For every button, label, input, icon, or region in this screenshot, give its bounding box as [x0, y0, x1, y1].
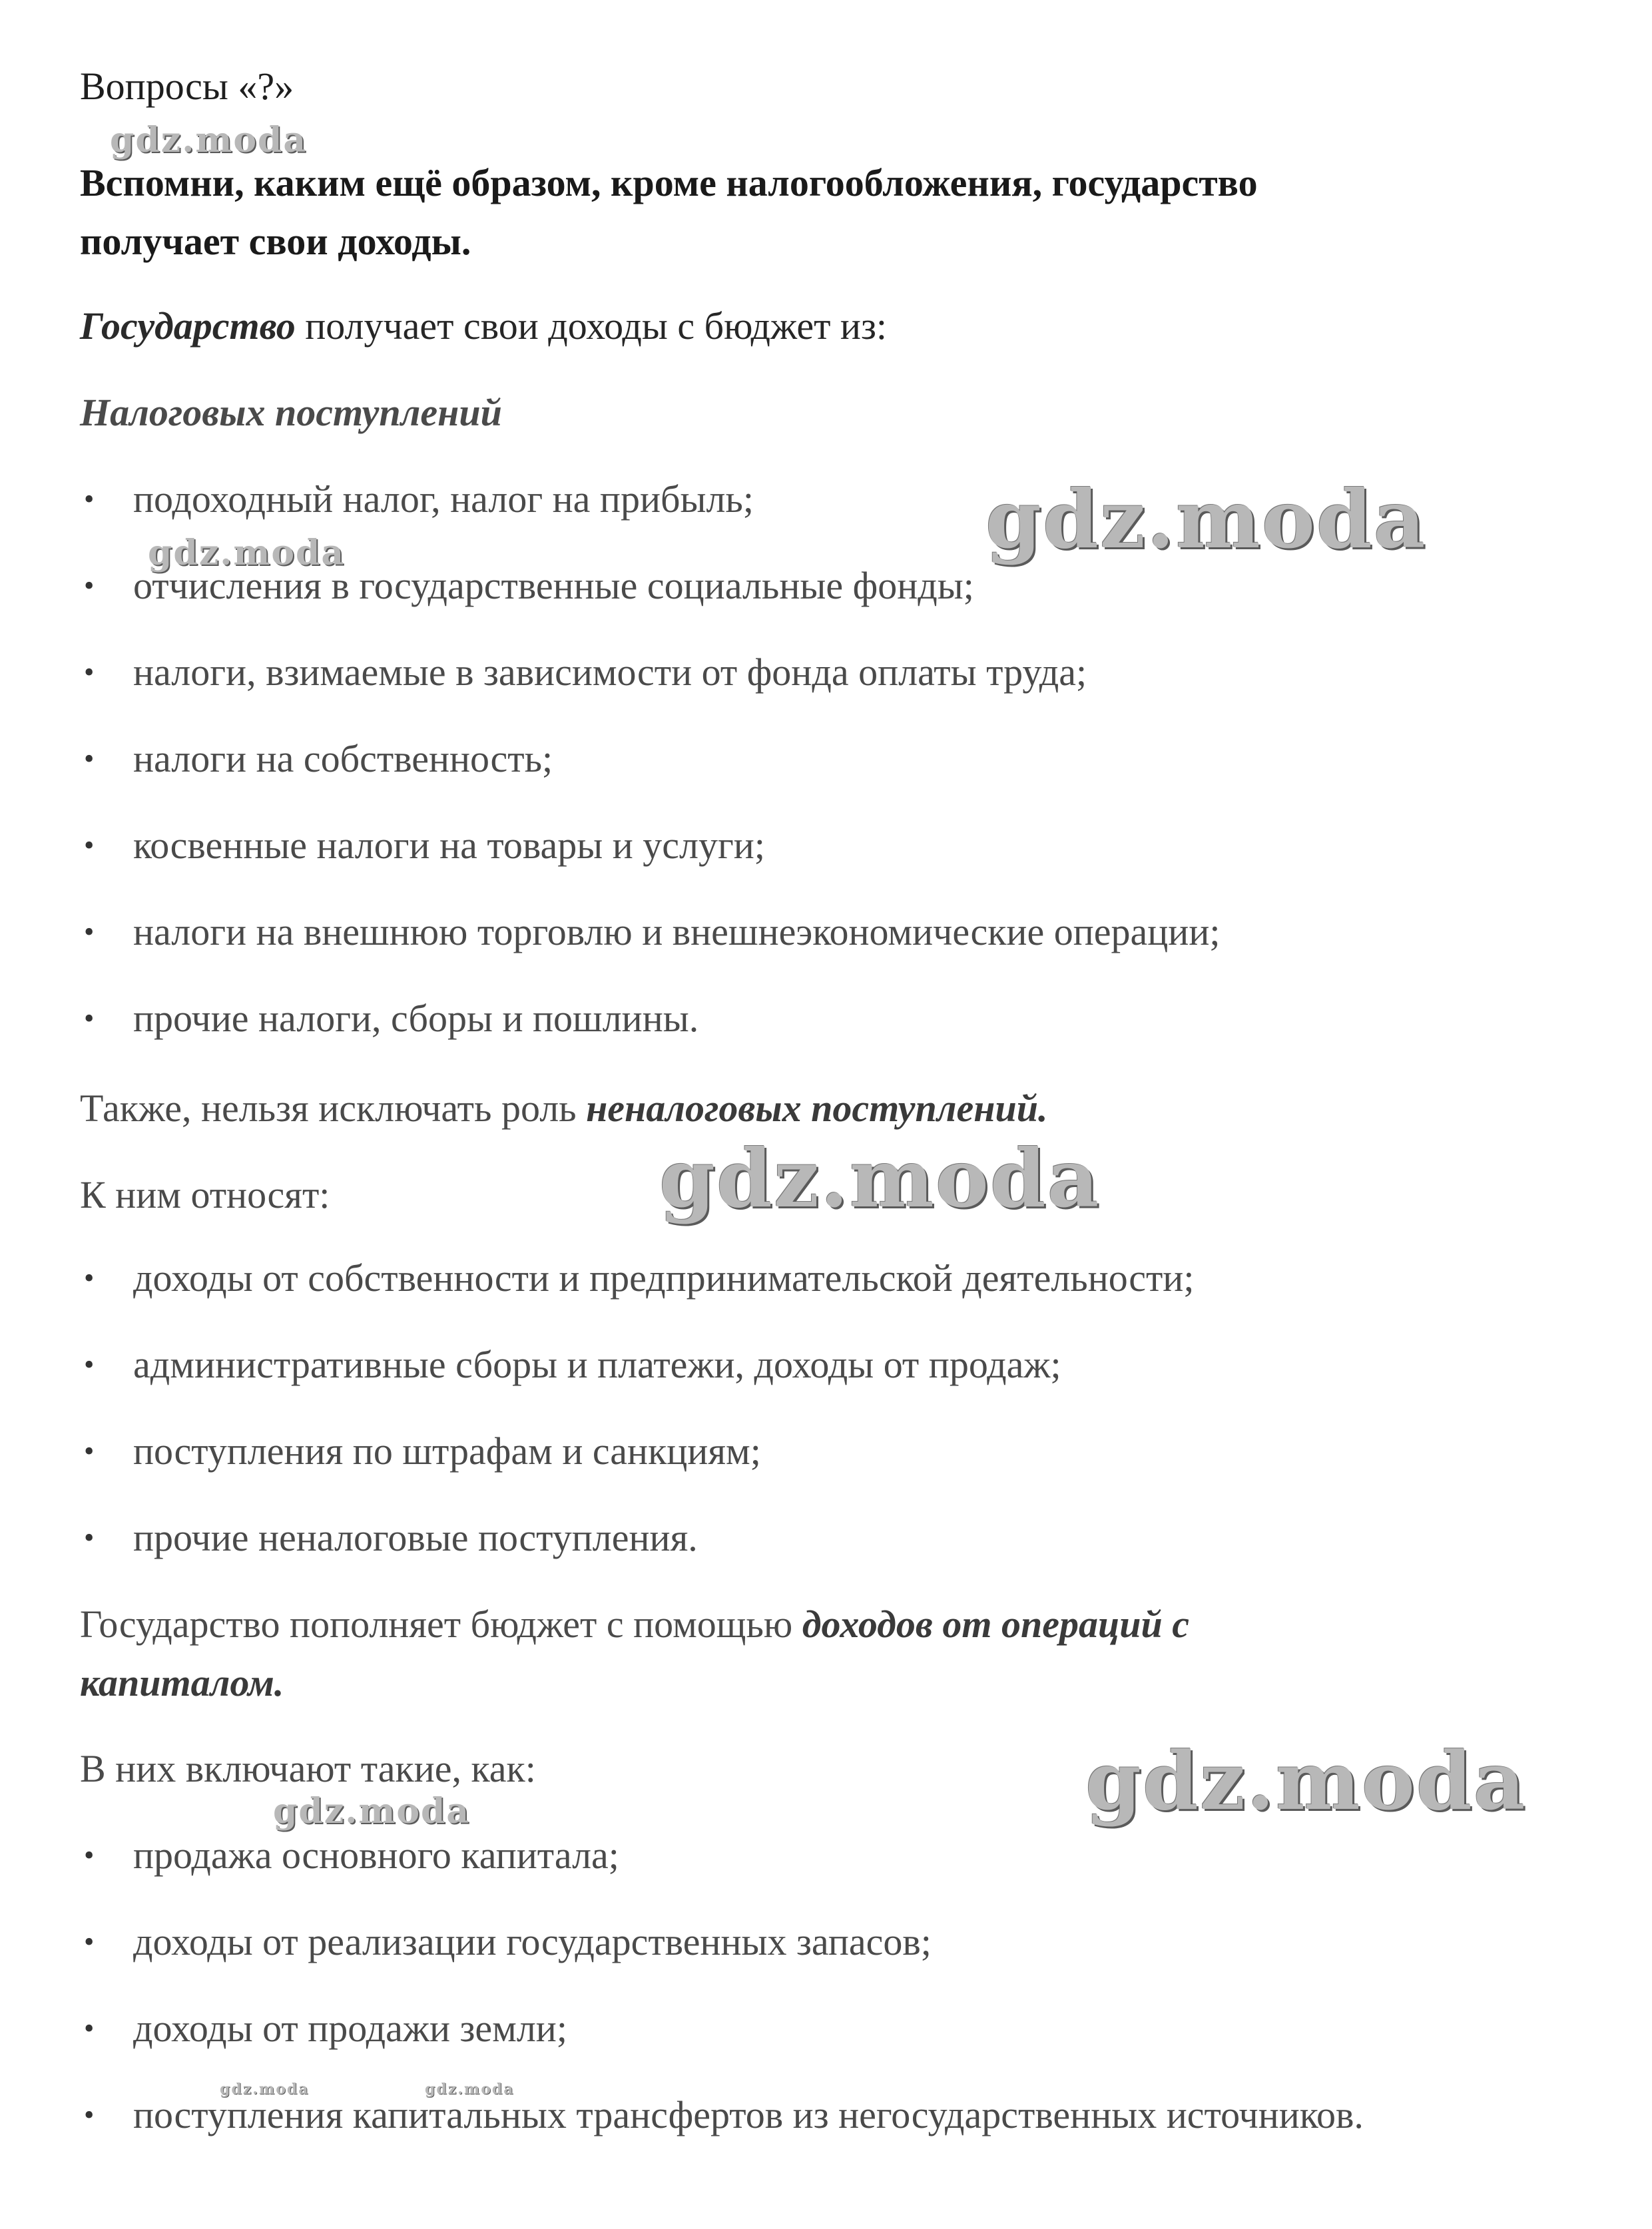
list-item-text: доходы от собственности и предпринимательской деятельности;	[133, 1256, 1195, 1300]
bullet-icon: •	[84, 2012, 95, 2045]
non-tax-paragraph	[80, 1085, 1047, 1132]
list-item-text: поступления капитальных трансфертов из негосударственных источников.	[133, 2093, 1364, 2136]
list-item	[80, 649, 1220, 736]
list-item-text: доходы от реализации государственных запасов;	[133, 1920, 932, 1963]
watermark-logo: gdz.moda	[220, 2081, 310, 2098]
watermark-logo: gdz.moda	[425, 2081, 515, 2098]
non-tax-period: .	[1037, 1087, 1048, 1130]
non-tax-lead: К ним относят:	[80, 1173, 330, 1216]
intro-text: получает свои доходы с бюджет из:	[295, 304, 888, 348]
page-title: Вопросы «?»	[80, 65, 294, 108]
question-line-1: Вспомни, каким ещё образом, кроме налогообложения, государство	[80, 161, 1258, 204]
list-item	[80, 2005, 1364, 2092]
capital-list	[80, 1832, 1364, 2178]
bullet-icon: •	[84, 656, 95, 688]
watermark-logo: gdz.moda	[148, 533, 346, 573]
tax-section-title: Налоговых поступлений	[80, 391, 502, 434]
watermark-logo: gdz.moda	[110, 120, 308, 160]
intro-paragraph	[80, 303, 887, 350]
list-item	[80, 1832, 1364, 1919]
list-item-text: налоги, взимаемые в зависимости от фонда оплаты труда;	[133, 650, 1087, 694]
list-item	[80, 1342, 1194, 1428]
intro-emphasis: Государство	[80, 304, 296, 348]
capital-emphasis-1: доходов от операций с	[802, 1603, 1189, 1646]
list-item-text: налоги на собственность;	[133, 737, 553, 780]
bullet-icon: •	[84, 1521, 95, 1554]
list-item-text: прочие неналоговые поступления.	[133, 1516, 698, 1559]
bullet-icon: •	[84, 1435, 95, 1467]
capital-emphasis-2: капиталом.	[80, 1661, 284, 1704]
question-line-2: получает свои доходы.	[80, 220, 471, 263]
list-item	[80, 1919, 1364, 2005]
bullet-icon: •	[84, 1262, 95, 1294]
bullet-icon: •	[84, 2099, 95, 2131]
list-item	[80, 909, 1220, 995]
bullet-icon: •	[84, 1839, 95, 1871]
watermark-logo: gdz.moda	[659, 1132, 1101, 1226]
bullet-icon: •	[84, 569, 95, 602]
list-item	[80, 995, 1220, 1082]
bullet-icon: •	[84, 1925, 95, 1958]
list-item	[80, 2092, 1364, 2178]
watermark-logo: gdz.moda	[273, 1791, 471, 1832]
capital-paragraph	[80, 1601, 1189, 1648]
non-tax-text: Также, нельзя исключать роль	[80, 1087, 587, 1130]
capital-text: Государство пополняет бюджет с помощью	[80, 1603, 802, 1646]
bullet-icon: •	[84, 915, 95, 948]
capital-paragraph-cont	[80, 1660, 284, 1706]
list-item-text: отчисления в государственные социальные фонды;	[133, 564, 974, 607]
list-item	[80, 1428, 1194, 1515]
list-item	[80, 1255, 1194, 1342]
bullet-icon: •	[84, 1348, 95, 1381]
bullet-icon: •	[84, 483, 95, 515]
watermark-logo: gdz.moda	[985, 473, 1427, 567]
non-tax-emphasis: неналоговых поступлений	[586, 1087, 1038, 1130]
bullet-icon: •	[84, 829, 95, 862]
list-item-text: поступления по штрафам и санкциям;	[133, 1429, 761, 1473]
list-item-text: административные сборы и платежи, доходы от продаж;	[133, 1343, 1061, 1386]
list-item	[80, 1515, 1194, 1601]
list-item-text: косвенные налоги на товары и услуги;	[133, 824, 765, 867]
list-item-text: доходы от продажи земли;	[133, 2007, 567, 2050]
list-item	[80, 736, 1220, 822]
list-item-text: продажа основного капитала;	[133, 1834, 619, 1877]
non-tax-list	[80, 1255, 1194, 1601]
list-item-text: подоходный налог, налог на прибыль;	[133, 477, 754, 521]
list-item	[80, 822, 1220, 909]
list-item-text: налоги на внешнюю торговлю и внешнеэкономические операции;	[133, 910, 1221, 953]
list-item	[80, 563, 1220, 649]
bullet-icon: •	[84, 1002, 95, 1035]
list-item-text: прочие налоги, сборы и пошлины.	[133, 997, 699, 1040]
watermark-logo: gdz.moda	[1085, 1734, 1527, 1828]
capital-lead: В них включают такие, как:	[80, 1747, 536, 1790]
bullet-icon: •	[84, 742, 95, 775]
